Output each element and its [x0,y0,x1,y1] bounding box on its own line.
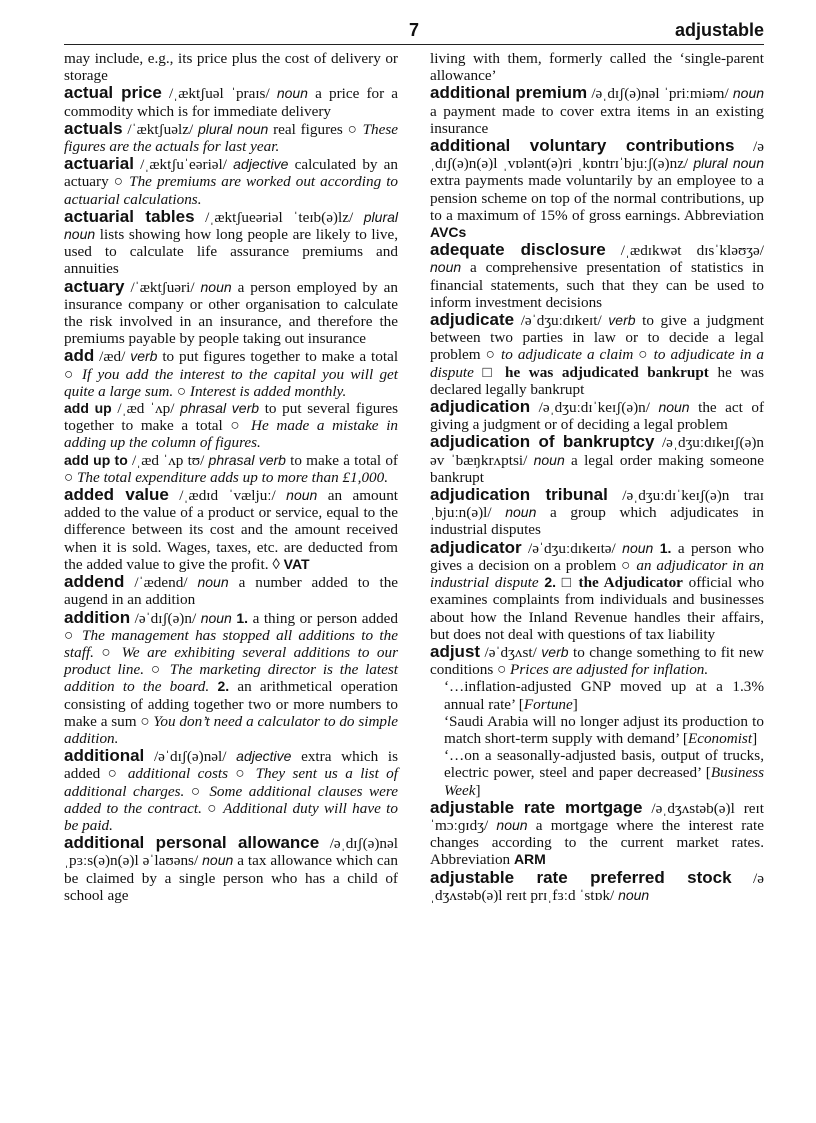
example: He made a mistake in adding up the column of figures. [64,417,399,452]
definition: a group which adjudicates in industrial disputes [430,504,764,539]
part-of-speech: noun [533,451,565,468]
part-of-speech: noun [286,487,318,504]
entry-actuals [64,120,398,155]
definition: a person who gives a decision on a problem ○ [430,539,765,574]
definition: an arithmetical operation consisting of adding together two or more numbers to make a sum ○ [64,678,399,730]
headword: adjudication tribunal [430,485,608,505]
definition: extra which is added ○ [64,748,399,783]
example: These figures are the actuals for last year. [64,120,398,156]
part-of-speech: verb [130,348,158,365]
pronunciation: /əˌdɪʃ(ə)nəl ˌpɜːs(ə)n(ə)l əˈlaʊəns/ [64,835,398,870]
quote-text: ‘…inflation-adjusted GNP moved up at a 1.3% annual rate’ [444,678,764,713]
sense-number: 2. [217,678,230,695]
phrase-marker: □ [482,363,497,381]
definition: a tax allowance which can be claimed by a single person who has a child of school age [64,852,399,904]
entry-additional-voluntary-contributions [430,137,764,241]
example: You don’t need a calculator to do simple addition. [64,712,398,747]
entry-additional-premium [430,84,764,137]
headword: adjustable rate mortgage [430,797,643,817]
part-of-speech: adjective [233,156,289,173]
part-of-speech: noun [622,539,654,556]
quote-text: ‘…on a seasonally-adjusted basis, output of trucks, electric power, steel and paper decreased’ [444,747,764,782]
part-of-speech: verb [541,643,569,660]
definition: a legal order making someone bankrupt [430,451,765,486]
phrase-marker: □ [561,574,573,592]
entry-actuary [64,278,398,348]
definition: an amount added to the value of a product or service, equal to the difference between its cost and the amount received when it is sold. Wages, taxes, etc. are deducted from the added value to give the profit. ◊ [64,487,399,573]
pronunciation: /ˌædɪkwət dɪsˈkləʊʒə/ [620,242,764,260]
part-of-speech: plural noun [64,208,399,243]
quote-source: Fortune [523,695,573,713]
definition: official who examines complaints from individuals and businesses about how the Inland Revenue handles their affairs, but does not deal with questions of tax liability [430,574,765,643]
headword: adequate disclosure [430,240,606,260]
entry-additional [64,747,398,834]
pronunciation: /əˌdʒuːdɪˈkeɪʃ(ə)n/ [538,399,650,417]
headword: adjudication of bankruptcy [430,432,655,452]
pronunciation: /əˈdʒuːdɪkeɪt/ [520,312,602,330]
headword: actuary [64,276,125,296]
pronunciation: /ˈæktʃuəlz/ [127,120,194,138]
pronunciation: /ˌæktʃuəl ˈpraɪs/ [168,85,270,103]
pronunciation: /əˈdʒuːdɪkeɪtə/ [528,539,616,557]
separator: ○ [176,382,187,400]
entry-adjudicator [430,539,764,643]
headword: addend [64,572,125,592]
part-of-speech: noun [496,816,528,833]
pronunciation: /ˌæktʃuˈeəriəl/ [140,156,227,174]
entry-adjudicate [430,311,764,398]
part-of-speech: noun [202,852,234,869]
part-of-speech: phrasal verb [180,400,260,417]
quote-source: Economist [687,729,753,747]
definition: a thing or person added ○ [64,609,398,644]
entry-add [64,347,398,400]
example: The premiums are worked out according to actuarial calculations. [64,173,399,208]
definition: extra payments made voluntarily by an employee to a pension scheme on top of the normal contributions, up to a maximum of 15% of gross earnings. Abbreviation [430,172,764,224]
pronunciation: /əˌdɪʃ(ə)n(ə)l ˌvɒlənt(ə)ri ˌkɒntrɪˈbjuːʃ(ə)nz/ [430,138,764,173]
right-column [430,50,764,904]
entry-adjust [430,643,764,678]
example: additional costs ○ They sent us a list of additional charges. ○ Some additional clauses were added to the contract. ○ Additional duty will have to be paid. [64,765,398,834]
part-of-speech: noun [618,886,650,903]
definition: to put figures together to make a total ○ [64,348,399,383]
example: an adjudicator in an industrial dispute [430,556,764,592]
entry-adjustable-rate-preferred-stock [430,869,764,904]
phrase-definition: he was declared legally bankrupt [430,363,765,398]
entry-actual-price [64,84,398,119]
pronunciation: /əˌdɪʃ(ə)nəl ˈpriːmiəm/ [591,85,729,103]
example: to adjudicate a claim ○ to adjudicate in a dispute [430,346,765,381]
page-header [64,18,764,45]
definition: a number added to the augend in an addition [64,574,399,609]
part-of-speech: phrasal verb [208,451,286,468]
headword: actuals [64,118,123,138]
phrase: the Adjudicator [578,574,683,592]
left-column [64,50,398,904]
pronunciation: /ˌæd ˈʌp/ [117,400,175,418]
entry-adjudication [430,398,764,433]
entry-adjudication-of-bankruptcy [430,433,764,486]
running-headword: adjustable [674,20,764,40]
pronunciation: /ˌædɪd ˈvæljuː/ [179,487,276,505]
headword: additional [64,746,145,766]
pronunciation: /əˌdʒʌstəb(ə)l reɪt prɪˌfɜːd ˈstɒk/ [430,869,764,904]
definition: to make a total of ○ [64,451,398,486]
entry-addition [64,609,398,748]
part-of-speech: noun [197,574,229,591]
example: Prices are adjusted for inflation. [510,661,709,679]
pronunciation: /ˌæd ˈʌp tʊ/ [131,451,205,469]
definition: to change something to fit new conditions ○ [430,643,765,679]
headword: add up to [64,451,128,468]
pronunciation: /æd/ [99,348,126,366]
headword: added value [64,485,169,505]
headword: add up [64,400,112,417]
page-number: 7 [408,20,419,40]
definition: calculated by an actuary ○ [64,156,399,191]
definition: a person employed by an insurance company or other organisation to calculate the risk involved in an insurance, and therefore the premiums payable by people taking out insurance [64,278,399,348]
part-of-speech: adjective [236,748,292,765]
part-of-speech: plural noun [197,120,269,137]
pronunciation: /əˌdʒuːdɪkeɪʃ(ə)n əv ˈbæŋkrʌptsi/ [430,434,764,469]
phrase: he was adjudicated bankrupt [505,363,709,381]
headword: additional premium [430,83,588,103]
headword: adjudicate [430,310,515,330]
entry-added-value [64,486,398,573]
headword: adjustable rate preferred stock [430,867,732,887]
headword: additional voluntary contributions [430,136,735,156]
part-of-speech: plural noun [693,155,765,172]
entry-continuation: living with them, formerly called the ‘single-parent allowance’ [430,50,764,85]
example: The total expenditure adds up to more than £1,000. [76,468,389,486]
headword: addition [64,607,131,627]
headword: actuarial [64,154,134,174]
entry-additional-personal-allowance [64,834,398,904]
sense-number: 1. [659,539,672,556]
headword: additional personal allowance [64,833,320,853]
part-of-speech: verb [608,312,636,329]
definition: a mortgage where the interest rate changes according to the current market rates. Abbreviation [430,816,764,869]
entry-continuation: may include, e.g., its price plus the cost of delivery or storage [64,50,398,85]
quote-text: ‘Saudi Arabia will no longer adjust its production to match short-term supply with demand’ [444,712,764,747]
definition: to put several figures together to make a total ○ [64,400,399,435]
part-of-speech: noun [200,278,232,295]
part-of-speech: noun [732,85,765,102]
abbreviation: ARM [513,851,546,868]
pronunciation: /əˌdʒuːdɪˈkeɪʃ(ə)n traɪˌbjuːn(ə)l/ [430,487,765,522]
example: If you add the interest to the capital you will get quite a large sum. [64,365,398,400]
quote-source: Business Week [444,764,764,799]
citation-quote: ‘…on a seasonally-adjusted basis, output of trucks, electric power, steel and paper decreased’ [Business Week] [444,747,764,799]
part-of-speech: noun [276,85,308,102]
headword: adjust [430,641,481,661]
pronunciation: /ˈæktʃuəri/ [130,278,195,296]
headword: actual price [64,83,162,103]
part-of-speech: noun [430,259,462,276]
sense-number: 1. [236,609,249,626]
pronunciation: /əˈdɪʃ(ə)nəl/ [153,748,227,766]
pronunciation: /ˈædend/ [134,574,188,592]
definition: a price for a commodity which is for immediate delivery [64,85,399,120]
definition: to give a judgment between two parties in law or to decide a legal problem ○ [430,312,765,364]
definition: real figures ○ [273,120,358,138]
entry-adjustable-rate-mortgage [430,799,764,869]
headword: adjudicator [430,537,522,557]
entry-add-up [64,400,398,452]
definition: lists showing how long people are likely to live, used to calculate life assurance premiums and annuities [64,226,398,278]
definition: a comprehensive presentation of statistics in financial statements, such that they can be used to inform investment decisions [430,259,764,311]
part-of-speech: noun [658,399,690,416]
entry-add-up-to [64,452,398,486]
entry-addend [64,573,398,608]
abbreviation: AVCs [430,224,467,241]
headword: adjudication [430,397,531,417]
part-of-speech: noun [200,609,232,626]
citation-quote: ‘…inflation-adjusted GNP moved up at a 1.3% annual rate’ [Fortune] [444,678,764,713]
sense-number: 2. [544,574,557,591]
headword: add [64,346,95,366]
pronunciation: /ˌæktʃueəriəl ˈteɪb(ə)lz/ [205,208,354,226]
entry-actuarial-tables [64,208,398,278]
pronunciation: /əˈdɪʃ(ə)n/ [134,609,197,627]
pronunciation: /əˌdʒʌstəb(ə)l reɪt ˈmɔːɡɪdʒ/ [430,799,764,834]
cross-reference: VAT [283,555,310,572]
pronunciation: /əˈdʒʌst/ [484,643,537,661]
part-of-speech: noun [505,504,537,521]
example: Interest is added monthly. [189,382,347,400]
entry-adequate-disclosure [430,241,764,311]
entry-actuarial [64,155,398,208]
definition: the act of giving a judgment or of deciding a legal problem [430,399,765,434]
headword: actuarial tables [64,206,195,226]
definition: a payment made to cover extra items in an existing insurance [430,102,764,137]
example: The management has stopped all additions to the staff. ○ We are exhibiting several additions to our product line. ○ The marketing director is the latest addition to the board. [64,626,398,696]
citation-quote: ‘Saudi Arabia will no longer adjust its production to match short-term supply with demand’ [Economist] [444,712,764,747]
entry-adjudication-tribunal [430,486,764,539]
